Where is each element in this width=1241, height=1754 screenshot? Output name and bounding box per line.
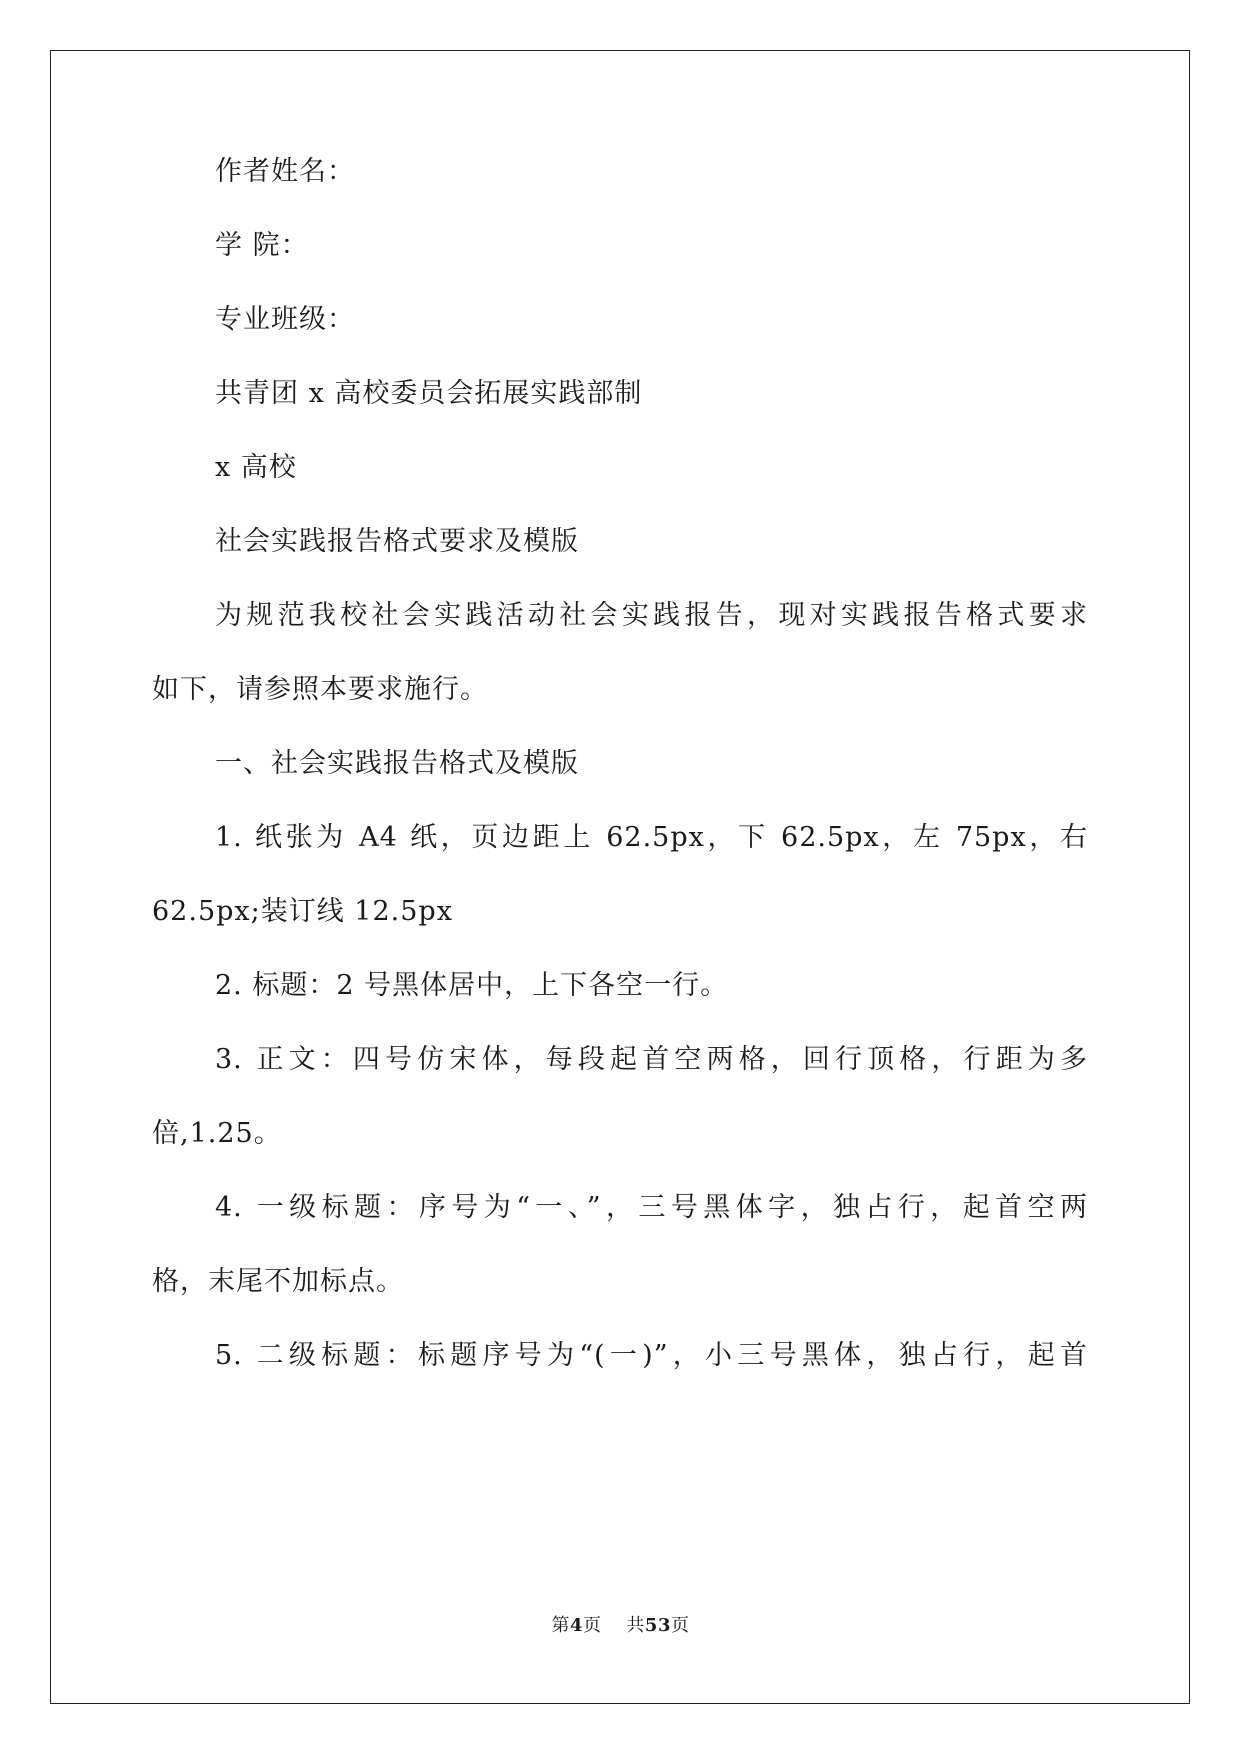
issuer-line: 共青团 x 高校委员会拓展实践部制 — [215, 378, 643, 409]
page-border — [50, 50, 1190, 1704]
item-5-line-1: 5. 二级标题：标题序号为“(一)”，小三号黑体，独占行，起首 — [215, 1340, 1088, 1371]
footer-total-pages: 53 — [644, 1615, 671, 1636]
college-field-label: 学 院： — [215, 230, 309, 261]
section-heading-1: 一、社会实践报告格式及模版 — [215, 748, 579, 779]
item-2: 2. 标题：2 号黑体居中，上下各空一行。 — [215, 970, 729, 1001]
item-4-line-2: 格，末尾不加标点。 — [152, 1266, 404, 1297]
item-1-line-1: 1. 纸张为 A4 纸，页边距上 62.5px，下 62.5px，左 75px，右 — [215, 822, 1088, 853]
item-3-line-2: 倍,1.25。 — [152, 1118, 282, 1149]
document-title: 社会实践报告格式要求及模版 — [215, 526, 579, 557]
item-3-line-1: 3. 正文：四号仿宋体，每段起首空两格，回行顶格，行距为多 — [215, 1044, 1088, 1075]
intro-paragraph-line-1: 为规范我校社会实践活动社会实践报告，现对实践报告格式要求 — [215, 600, 1088, 631]
item-1-line-2: 62.5px;装订线 12.5px — [152, 896, 453, 927]
footer-page-prefix: 第 — [551, 1615, 570, 1636]
item-4-line-1: 4. 一级标题：序号为“一、”，三号黑体字，独占行，起首空两 — [215, 1192, 1088, 1223]
footer-total-prefix: 共 — [626, 1615, 645, 1636]
class-field-label: 专业班级： — [215, 304, 355, 335]
footer-page-suffix: 页 — [583, 1615, 602, 1636]
footer-page-number: 4 — [570, 1615, 584, 1636]
page-footer — [0, 1614, 1241, 1638]
school-name: x 高校 — [215, 452, 297, 483]
intro-paragraph-line-2: 如下，请参照本要求施行。 — [152, 674, 488, 705]
footer-total-suffix: 页 — [670, 1615, 690, 1636]
author-name-field-label: 作者姓名： — [215, 156, 355, 187]
